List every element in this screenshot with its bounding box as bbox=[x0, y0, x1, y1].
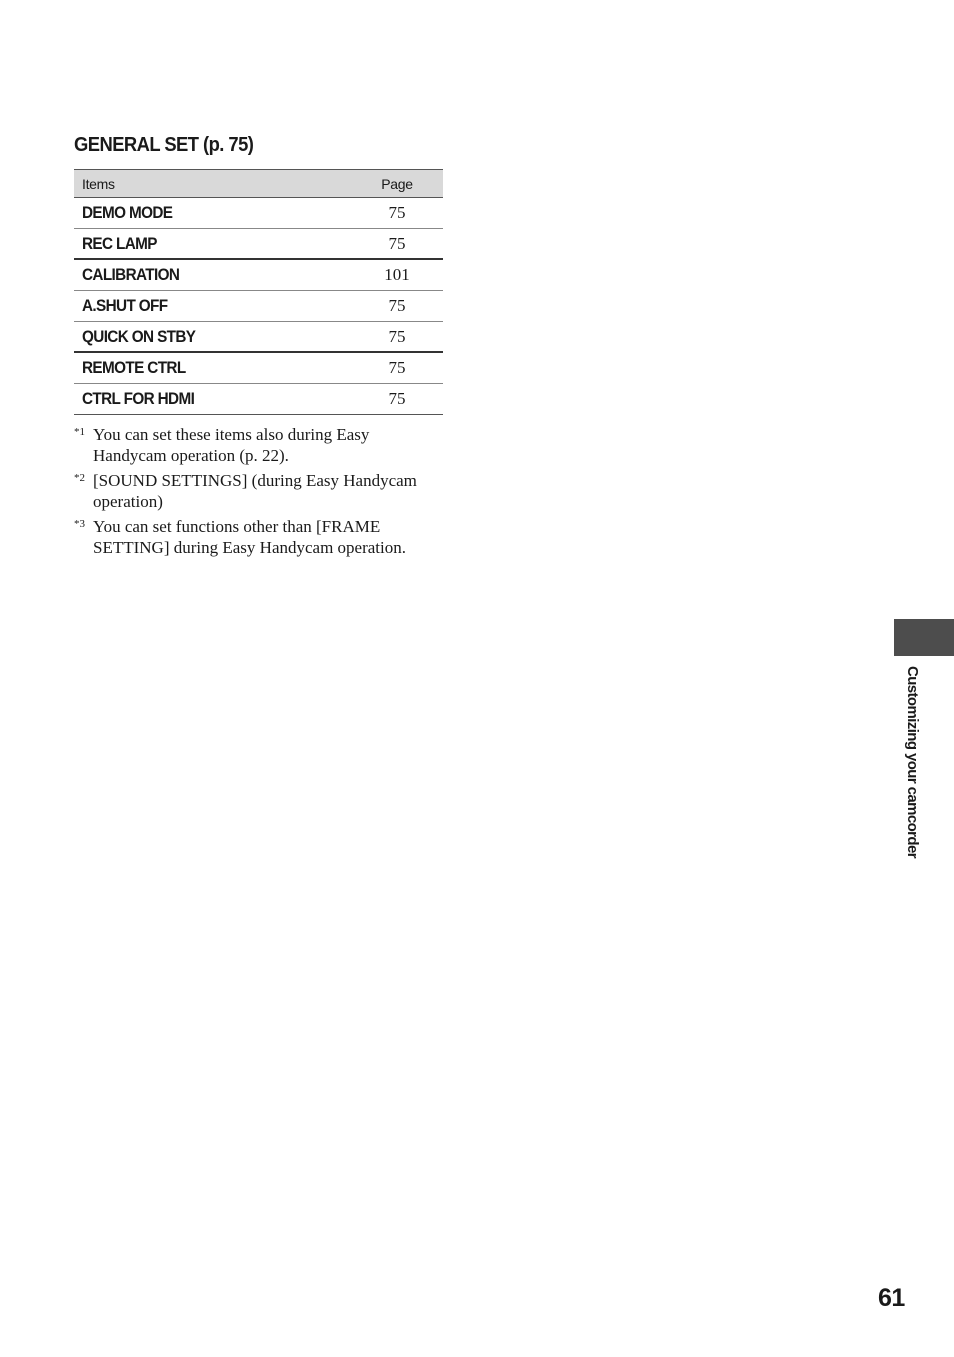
item-name: A.SHUT OFF bbox=[82, 295, 168, 315]
settings-table bbox=[74, 169, 443, 415]
chapter-tab bbox=[894, 619, 954, 656]
item-cell bbox=[74, 352, 351, 383]
item-page: 75 bbox=[351, 352, 443, 383]
item-name: DEMO MODE bbox=[82, 202, 173, 222]
item-name: QUICK ON STBY bbox=[82, 326, 196, 346]
item-name: CALIBRATION bbox=[82, 265, 180, 285]
table-row bbox=[74, 259, 443, 290]
table-header-row bbox=[74, 170, 443, 198]
item-page: 75 bbox=[351, 198, 443, 229]
page-number: 61 bbox=[878, 1284, 905, 1312]
footnote-mark: *1 bbox=[74, 426, 85, 438]
footnote bbox=[74, 470, 446, 512]
item-cell bbox=[74, 259, 351, 290]
table-row bbox=[74, 198, 443, 229]
item-name: REC LAMP bbox=[82, 233, 157, 253]
item-cell bbox=[74, 384, 351, 415]
item-cell bbox=[74, 321, 351, 352]
item-name: CTRL FOR HDMI bbox=[82, 388, 195, 408]
item-cell bbox=[74, 228, 351, 259]
footnote-mark: *3 bbox=[74, 518, 85, 530]
table-row bbox=[74, 384, 443, 415]
table-row bbox=[74, 291, 443, 322]
item-page: 75 bbox=[351, 321, 443, 352]
footnote-text: [SOUND SETTINGS] (during Easy Handycam operation) bbox=[93, 471, 417, 511]
table-row bbox=[74, 228, 443, 259]
item-name: REMOTE CTRL bbox=[82, 358, 186, 378]
section-title: GENERAL SET (p. 75) bbox=[74, 134, 254, 156]
table-row bbox=[74, 321, 443, 352]
item-page: 75 bbox=[351, 228, 443, 259]
column-header-items: Items bbox=[74, 170, 351, 198]
chapter-label: Customizing your camcorder bbox=[904, 666, 921, 858]
column-header-page: Page bbox=[351, 170, 443, 198]
footnote bbox=[74, 516, 446, 558]
footnote-mark: *2 bbox=[74, 472, 85, 484]
footnotes bbox=[74, 424, 446, 562]
item-cell bbox=[74, 198, 351, 229]
item-page: 75 bbox=[351, 291, 443, 322]
table-row bbox=[74, 352, 443, 383]
footnote-text: You can set functions other than [FRAME SETTING] during Easy Handycam operation. bbox=[93, 517, 406, 557]
item-page: 75 bbox=[351, 384, 443, 415]
footnote-text: You can set these items also during Easy Handycam operation (p. 22). bbox=[93, 425, 370, 465]
footnote bbox=[74, 424, 446, 466]
item-page: 101 bbox=[351, 259, 443, 290]
item-cell bbox=[74, 291, 351, 322]
